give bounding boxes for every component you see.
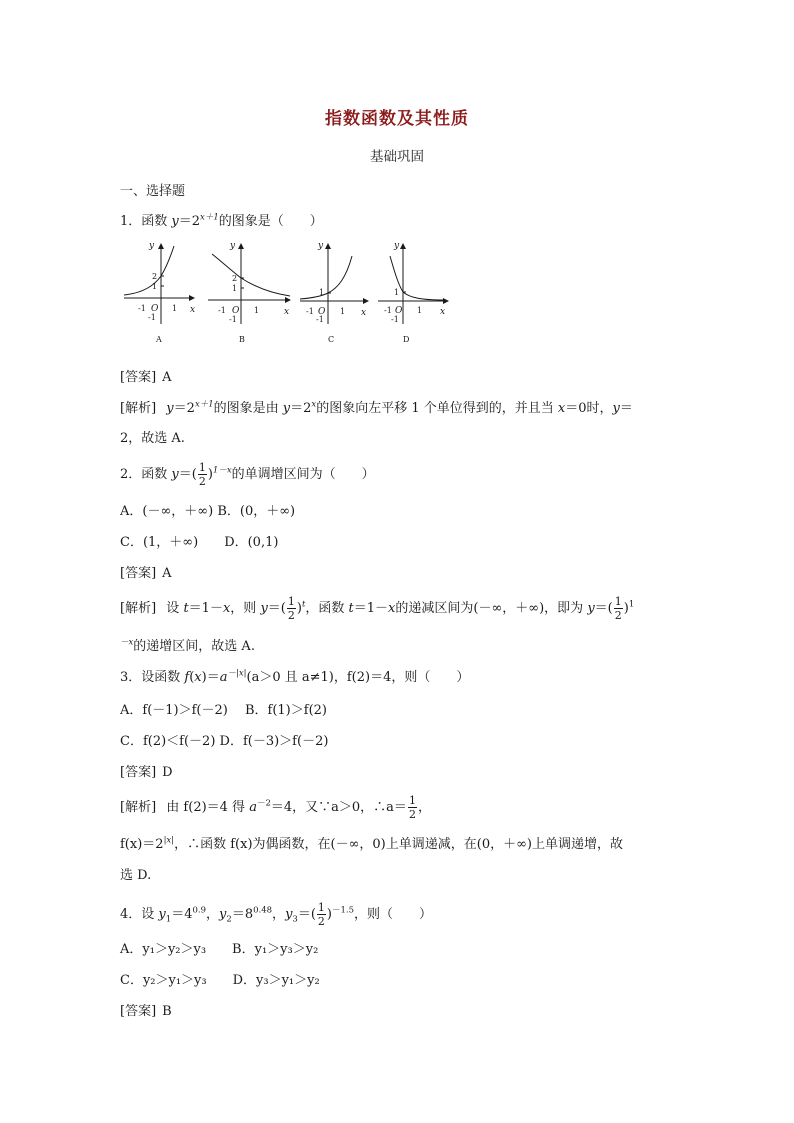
fraction-half: $\frac{1}{2}$: [198, 461, 206, 488]
graph-b-origin: O: [232, 306, 240, 316]
graph-b-xlabel: x: [284, 307, 290, 317]
graph-b-tick-y2: 2: [232, 274, 238, 283]
graph-b-tick-yneg: -1: [229, 315, 237, 324]
question-3-options-cd: C．f(2)＜f(－2) D．f(－3)＞f(－2): [120, 734, 329, 749]
graph-d-tick-yneg: -1: [391, 315, 399, 324]
question-2-analysis: [解析] 设 t＝1－x，则 y＝( $\frac{1}{2}$ )$^t$，函数 t＝1－x的递减区间为(－∞，＋∞)，即为 y＝( $\frac{1}{2}$ )$^1$: [120, 595, 635, 622]
question-4-options-ab: A．y₁＞y₂＞y₃ B．y₁＞y₃＞y₂: [120, 942, 319, 957]
question-1-analysis: [解析] $y=2^{x+1}$的图象是由 $y=2^x$的图象向左平移 1 个单位得到的，并且当 x＝0时，y＝: [120, 399, 633, 416]
graph-a-ylabel: y: [149, 241, 155, 251]
graph-c-origin: O: [318, 307, 326, 317]
graph-a-tick-y1: 1: [152, 282, 158, 291]
page-title: 指数函数及其性质: [325, 109, 469, 129]
graph-d-origin: O: [395, 306, 403, 316]
graph-a-tick-xneg: -1: [138, 304, 146, 313]
question-3-stem: 3．设函数 $f(x)=a^{-|x|}(a>0$ 且 a≠1)，f(2)＝4，则（ ）: [120, 668, 470, 685]
graph-c: [300, 241, 368, 344]
graph-d-label: D: [403, 335, 410, 344]
question-3-options-ab: A．f(－1)＞f(－2) B．f(1)＞f(2): [120, 703, 327, 718]
graph-b-ylabel: y: [230, 241, 236, 251]
question-2-options-cd: C．(1，＋∞) D．(0,1): [120, 535, 279, 550]
question-2-answer: [答案] A: [120, 566, 172, 581]
question-2-options-ab: A．(－∞，＋∞) B．(0，＋∞): [120, 504, 296, 519]
question-4-answer: [答案] B: [120, 1004, 172, 1019]
graph-d-tick-y1: 1: [394, 288, 400, 297]
graph-d-ylabel: y: [394, 241, 400, 251]
question-2-stem: 2．函数 y＝( $\frac{1}{2}$ )$^{1-x}$的单调增区间为（ ）: [120, 461, 375, 488]
question-3-answer: [答案] D: [120, 765, 173, 780]
graph-c-tick-x1: 1: [340, 307, 346, 316]
graph-d-tick-x1: 1: [417, 306, 423, 315]
graph-a-tick-x1: 1: [172, 304, 178, 313]
graph-c-label: C: [328, 335, 335, 344]
question-1-analysis-cont: 2，故选 A.: [120, 431, 185, 446]
question-4-stem: 4．设 $y_1=4^{0.9}$，$y_2=8^{0.48}$，$y_3=$( $\frac{1}{2}$ )$^{-1.5}$，则（ ）: [120, 901, 433, 928]
graph-b-tick-y1: 1: [232, 284, 238, 293]
graph-b: [208, 241, 290, 344]
graph-c-tick-y1: 1: [319, 288, 325, 297]
graph-a-label: A: [156, 335, 162, 344]
question-1-graphs: [118, 238, 458, 350]
question-1-stem: 1．函数 $y=2^{x+1}$的图象是（ ）: [120, 212, 323, 229]
graph-a-tick-y2: 2: [152, 272, 158, 281]
graph-b-label: B: [239, 335, 245, 344]
question-3-analysis: [解析] 由 f(2)＝4 得 $a^{-2}=4$，又∵a＞0，∴a＝ $\frac{1}{2}$ ，: [120, 794, 431, 821]
graph-c-tick-yneg: -1: [316, 315, 324, 324]
question-3-analysis-line3: 选 D.: [120, 868, 152, 883]
graph-a-xlabel: x: [190, 305, 196, 315]
graph-c-tick-xneg: -1: [306, 307, 314, 316]
question-3-analysis-line2: $f(x)=2^{|x|}$，∴函数 f(x)为偶函数，在(－∞，0)上单调递减，在(0，＋∞)上单调递增，故: [120, 835, 624, 852]
graph-d-xlabel: x: [440, 307, 446, 317]
graph-c-ylabel: y: [318, 241, 324, 251]
graph-b-tick-x1: 1: [254, 306, 260, 315]
question-1-answer: [答案] A: [120, 370, 172, 385]
question-4-options-cd: C．y₂＞y₁＞y₃ D．y₃＞y₁＞y₂: [120, 973, 320, 988]
graph-b-tick-xneg: -1: [218, 306, 226, 315]
graph-c-xlabel: x: [361, 308, 367, 318]
page-subtitle: 基础巩固: [370, 149, 424, 165]
graph-d-tick-xneg: -1: [384, 306, 392, 315]
graph-d: [378, 241, 448, 344]
graph-a-origin: O: [151, 304, 159, 314]
graph-a: [124, 241, 195, 344]
section-heading: 一、选择题: [120, 184, 186, 199]
question-2-analysis-cont: $^{-x}$的递增区间，故选 A.: [120, 637, 255, 654]
graph-a-tick-yneg: -1: [148, 313, 156, 322]
